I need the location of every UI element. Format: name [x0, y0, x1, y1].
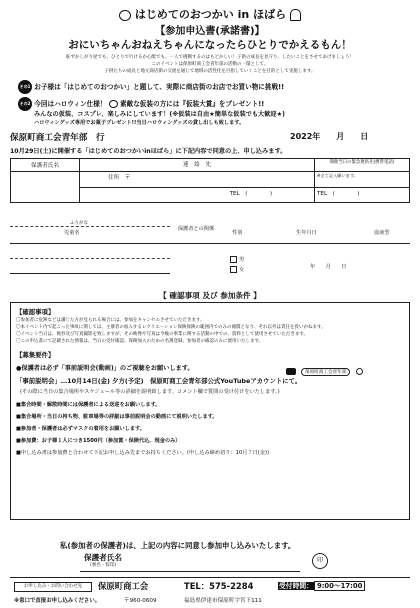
- form-subtitle: 【参加申込書(承諾書)】: [155, 26, 265, 37]
- badge-1: その1: [18, 80, 32, 94]
- footer-divider: [10, 577, 410, 578]
- intro-line-3: 子供たちの成長と地元商店街の交流を通じて地域の活性化を目指していくことを目的として実施します。: [104, 69, 316, 74]
- emergency-header: 開催当日の緊急連絡先(携帯電話): [315, 159, 410, 172]
- address-field[interactable]: 住所 〒: [80, 172, 315, 188]
- child-name-line[interactable]: [10, 273, 170, 274]
- agreement-note: 10月29日(土)に開催する「はじめてのおつかいinほばら」に下記内容で同意の上、申し込みます。: [10, 148, 287, 155]
- child-name-header: 児童名: [64, 230, 80, 236]
- badge-2: その2: [18, 97, 32, 111]
- apply-4: ■集合場所・当日の持ち物、駐車場等の詳細は事前説明会の動画にて説明いたします。: [16, 414, 218, 420]
- pumpkin-icon-small: [109, 100, 118, 108]
- apply-7: ■申し込み書は参加費と合わせて下記お申し込み先までお持ちください。(申し込み締め切り：10月７日(金)): [16, 450, 270, 456]
- search-icon: [356, 368, 363, 375]
- point-2: その2 今回はハロウィン仕様！ 素敵な仮装の方には『仮装大賞』をプレゼント!!: [18, 97, 413, 111]
- contact-header: 連 絡 先: [80, 159, 315, 172]
- relation-header: 保護者との関係: [177, 226, 215, 232]
- gender-header: 性別: [232, 230, 243, 236]
- org-name: 保原町商工会: [98, 581, 149, 591]
- footer-postal: 〒960-0609: [124, 598, 157, 604]
- apply-3: ■集合時間・解散時間には保護者による送迎をお願いします。: [16, 402, 161, 408]
- point-1: その1 お子様は「はじめてのおつかい」と題して、実際に商店街のお店でお買い物に挑戦!!: [18, 80, 413, 94]
- child-furigana-line[interactable]: [10, 258, 170, 259]
- tel-field[interactable]: TEL ( ): [80, 187, 315, 203]
- male-option[interactable]: 男: [230, 256, 244, 264]
- apply-6: ■参加費：お子様１人につき1500円（参加賞・保険代込、現金のみ）: [16, 438, 181, 444]
- female-checkbox[interactable]: [230, 266, 237, 273]
- guardian-name-header: 保護者氏名: [11, 159, 80, 172]
- org-tel: TEL：575-2284: [184, 581, 254, 591]
- catch-copy: おにいちゃんおねえちゃんになったらひとりでかえるもん！: [68, 39, 352, 51]
- date-line: 2022年 月 日: [290, 132, 369, 141]
- footer-note: ※窓口で直接お申し込みください。: [14, 598, 101, 604]
- youtube-icon: [286, 368, 296, 375]
- intro-line-1: 恥ずかしがり屋でも、ひとりで行けるか心配でも、一人で挑戦するのはもどかしい！子供の成長を見守り、したいことをさせてあげましょう！: [66, 55, 354, 60]
- apply-2: 「事前説明会」…10月14日(金) 夕方(予定) 保原町商工会青年部公式YouTubeアカウントにて。: [16, 377, 302, 385]
- same-note-cell: ※全て記入願います。: [315, 172, 410, 188]
- guardian-name-field[interactable]: [11, 172, 80, 203]
- intro-line-2: このイベントは保原町商工会青年部の活動の一環として、: [151, 62, 269, 67]
- confirm-1: 〇参加者に危険などは講じた方が見られる場合には、参加をキャンセルさせていただきます。: [16, 318, 205, 323]
- male-checkbox[interactable]: [230, 256, 237, 263]
- seal-mark: 印: [312, 553, 328, 569]
- consent-signature-line[interactable]: [80, 571, 300, 572]
- birthday-header: 生年月日: [296, 230, 317, 236]
- confirm-2: 〇本イベント内で起こった事故に関しては、主催者の加入するレクリエーション保険保険の範囲内でのみの補償となり、それ以外は責任を負いかねます。: [16, 325, 326, 330]
- point-2-line-2: みんなの仮装、コスプレ、楽しみにしています！(※仮装は自由★簡単な仮装でも大歓迎★): [34, 111, 285, 118]
- confirm-title: 【確認事項】: [16, 308, 55, 316]
- consent-sign-label: (署名・捺印): [90, 563, 117, 568]
- footer-address: 福島県伊達市保原町宇宮下111: [184, 598, 262, 604]
- inquiry-label: お申し込み・お問い合わせ先: [14, 582, 92, 592]
- blood-header: 血液型: [374, 230, 390, 236]
- furigana-divider: [10, 226, 170, 227]
- birthday-field[interactable]: 年 月 日: [310, 264, 347, 270]
- pumpkin-icon: [119, 10, 131, 21]
- youtube-search-box[interactable]: 保原町商工会青年部: [286, 361, 363, 380]
- confirm-3: 〇イベント当日は、換券及び写真撮影を致しますが、その映像や写真は今後の事業に関する活動の中での、資料として使用させていただきます。: [16, 332, 308, 337]
- emergency-tel-field[interactable]: TEL ( ): [315, 187, 410, 203]
- confirm-4: 〇この申込書にて記載された情報は、当日の受付確認、保険加入のための名簿登録、参加者の確認のみに使用いたします。: [16, 339, 264, 344]
- apply-2-detail: (その際に当日の集合場所やスケジュール等の詳細を説明致します。コメント欄で質問の受け付けをいたします。): [20, 389, 280, 395]
- conditions-heading: 【 確認事項 及び 参加条件 】: [159, 291, 261, 300]
- consent-text: 私(参加者の保護者)は、上記の内容に同意し参加申し込みいたします。: [60, 541, 296, 550]
- consent-name-label: 保護者氏名: [84, 553, 122, 562]
- child-table-line: [10, 243, 410, 244]
- apply-5: ■参加者・保護者は必ずマスクの着用をお願いします。: [16, 426, 145, 432]
- ghost-icon: [290, 9, 301, 21]
- reception-hours: 受付時間： 9:00～17:00: [278, 580, 365, 590]
- female-option[interactable]: 女: [230, 266, 244, 274]
- furigana-label: ふりがな: [70, 221, 88, 226]
- addressee: 保原町商工会青年部 行: [10, 133, 105, 143]
- apply-1: ●保護者は必ず「事前説明会(動画)」のご視聴をお願いします。: [16, 365, 194, 372]
- page-title: はじめてのおつかい in ほばら: [0, 6, 420, 22]
- guardian-table: [10, 158, 410, 203]
- point-2-line-3: ハロウィングッズ専用でお菓子プレゼント!!当日ハロウィングッズの貸し出しも致します。: [34, 120, 245, 126]
- apply-title: 【募集要件】: [16, 351, 55, 359]
